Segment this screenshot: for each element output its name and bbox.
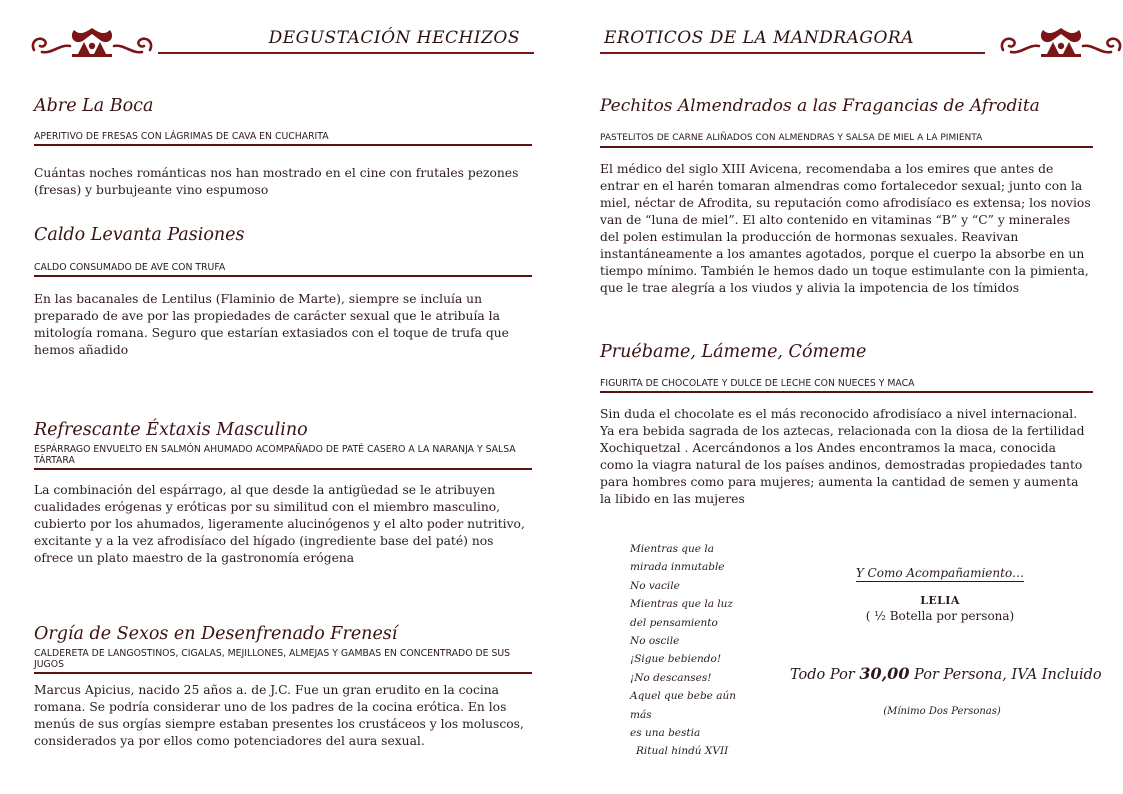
accompaniment xyxy=(790,562,1090,623)
dish-rule xyxy=(600,391,1093,393)
right-header xyxy=(600,22,1123,62)
dish-refrescante-extaxis xyxy=(34,420,532,567)
dish-caldo-levanta-pasiones xyxy=(34,225,532,359)
dish-name: Refrescante Éxtaxis Masculino xyxy=(34,420,308,440)
poem-line: Mientras que la luz xyxy=(630,598,733,611)
dish-text: La combinación del espárrago, al que desde la antigüedad se le atribuyen cualidades erógenas y eróticas por su similitud con el miembro masculino, cubierto por los ahumados, ligeramente alucinógenos y el alto poder nutritivo, excitante y a la vez afrodisíaco del hígado (ingrediente base del paté) nos ofrece un plato maestro de la gastronomía erógena xyxy=(34,483,525,565)
drink-note: ( ½ Botella por persona) xyxy=(865,609,1015,623)
poem-line: mirada inmutable xyxy=(630,561,725,574)
poem-line: Aquel que bebe aún xyxy=(630,690,737,703)
dish-rule xyxy=(34,144,532,146)
left-page xyxy=(0,0,561,794)
dish-text: El médico del siglo XIII Avicena, recomendaba a los emires que antes de entrar en el harén tomaran almendras como fortalecedor sexual; junto con la miel, néctar de Afrodita, su reputación como afrodisíaco es extensa; los novios van de “luna de miel”. El alto contenido en vitaminas “B” y “C” y minerales del polen estimulan la producción de hormonas sexuales. Reavivan instantáneamente a los amantes agotados, porque el cuerpo la absorbe en un tiempo mínimo. También le hemos dado un toque estimulante con la pimienta, que le trae alegría a los viudos y alivia la impotencia de los tímidos xyxy=(600,162,1091,295)
left-header-title: DEGUSTACIÓN HECHIZOS xyxy=(268,28,520,48)
dish-text: En las bacanales de Lentilus (Flaminio de Marte), siempre se incluía un preparado de ave por las propiedades de carácter sexual que le atribuía la mitología romana. Seguro que estarían extasiados con el toque de trufa que hemos añadido xyxy=(34,292,509,357)
dish-pruebame xyxy=(600,342,1093,508)
dish-rule xyxy=(34,672,532,674)
dish-description: CALDERETA DE LANGOSTINOS, CIGALAS, MEJILLONES, ALMEJAS Y GAMBAS EN CONCENTRADO DE SUS JUGOS xyxy=(34,648,511,670)
accompaniment-title: Y Como Acompañamiento… xyxy=(855,566,1025,580)
poem-line: No oscile xyxy=(630,635,680,648)
price-line xyxy=(790,664,1102,683)
price-suffix: Por Persona, IVA Incluido xyxy=(909,667,1102,683)
price-amount: 30,00 xyxy=(859,664,910,683)
poem-line: del pensamiento xyxy=(630,616,718,629)
dish-name: Caldo Levanta Pasiones xyxy=(34,225,245,245)
left-header xyxy=(28,22,534,62)
poem-line: es una bestia xyxy=(630,727,701,740)
dish-rule xyxy=(34,468,532,470)
dish-rule xyxy=(600,146,1093,148)
dish-text: Sin duda el chocolate es el más reconocido afrodisíaco a nivel internacional. Ya era bebida sagrada de los aztecas, relacionada con la diosa de la fertilidad Xochiquetzal . Acercándonos a los Andes encontramos la maca, conocida como la viagra natural de los países andinos, demostradas propiedades tanto para hombres como para mujeres; aumenta la cantidad de semen y aumenta la libido en las mujeres xyxy=(600,407,1085,506)
dish-rule xyxy=(34,275,532,277)
dish-pechitos-almendrados xyxy=(600,96,1093,297)
dish-name: Pechitos Almendrados a las Fragancias de Afrodita xyxy=(600,96,1040,116)
dish-description: FIGURITA DE CHOCOLATE Y DULCE DE LECHE CON NUECES Y MACA xyxy=(600,378,915,389)
poem-line: ¡Sigue bebiendo! xyxy=(630,653,722,666)
minimum-note: (Mínimo Dos Personas) xyxy=(883,706,1001,717)
dish-description: CALDO CONSUMADO DE AVE CON TRUFA xyxy=(34,262,226,273)
right-header-title: EROTICOS DE LA MANDRAGORA xyxy=(604,28,914,48)
right-page xyxy=(562,0,1123,794)
dish-description: PASTELITOS DE CARNE ALIÑADOS CON ALMENDRAS Y SALSA DE MIEL A LA PIMIENTA xyxy=(600,133,983,143)
header-rule xyxy=(158,52,534,54)
poem-attribution: Ritual hindú XVII xyxy=(636,745,729,758)
poem-line: No vacile xyxy=(630,579,680,592)
dish-text: Cuántas noches románticas nos han mostrado en el cine con frutales pezones (fresas) y burbujeante vino espumoso xyxy=(34,166,519,197)
poem-line: más xyxy=(630,708,652,721)
scroll-ornament-icon xyxy=(28,24,156,60)
scroll-ornament-icon xyxy=(997,24,1123,60)
dish-description: ESPÁRRAGO ENVUELTO EN SALMÓN AHUMADO ACOMPAÑADO DE PATÉ CASERO A LA NARANJA Y SALSA TÁRTARA xyxy=(34,444,516,466)
poem xyxy=(630,540,780,761)
dish-description: APERITIVO DE FRESAS CON LÁGRIMAS DE CAVA EN CUCHARITA xyxy=(34,131,329,142)
dish-name: Pruébame, Lámeme, Cómeme xyxy=(600,342,867,362)
poem-line: ¡No descanses! xyxy=(630,671,712,684)
dish-text: Marcus Apicius, nacido 25 años a. de J.C. Fue un gran erudito en la cocina romana. Se podría considerar uno de los padres de la cocina erótica. En los menús de sus orgías siempre estaban presentes los crustáceos y los moluscos, considerados ya por ellos como potenciadores del aura sexual. xyxy=(34,683,524,748)
drink-name: LELIA xyxy=(920,594,960,607)
dish-abre-la-boca xyxy=(34,96,532,199)
dish-name: Abre La Boca xyxy=(34,96,154,116)
price-prefix: Todo Por xyxy=(790,667,860,683)
dish-name: Orgía de Sexos en Desenfrenado Frenesí xyxy=(34,624,398,644)
header-rule xyxy=(600,52,985,54)
poem-line: Mientras que la xyxy=(630,543,714,555)
dish-orgia-de-sexos xyxy=(34,624,532,750)
